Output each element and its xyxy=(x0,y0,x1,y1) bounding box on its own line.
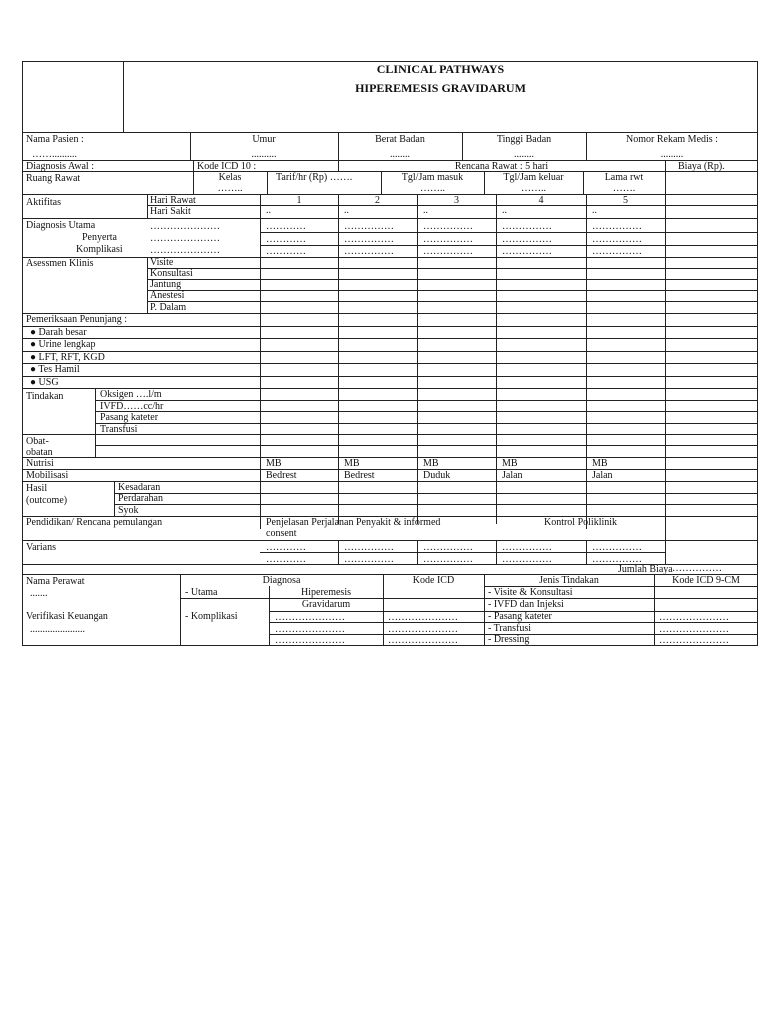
rekam-medis-field[interactable]: ......... xyxy=(660,149,684,160)
kode-icd10-label: Kode ICD 10 : xyxy=(197,161,257,172)
varians-cell[interactable]: …………… xyxy=(502,554,552,565)
nutrisi-value: MB xyxy=(423,458,439,469)
rule xyxy=(267,171,268,194)
verifikasi-field[interactable]: ...................... xyxy=(30,624,85,635)
penunjang-item-label: Tes Hamil xyxy=(38,364,80,375)
rule xyxy=(95,445,758,446)
footer-dots[interactable]: ………………… xyxy=(275,624,345,635)
tgl-masuk-label: Tgl/Jam masuk xyxy=(401,172,464,183)
biaya-label: Biaya (Rp). xyxy=(678,161,725,172)
tgl-keluar-label: Tgl/Jam keluar xyxy=(503,172,564,183)
rule xyxy=(496,540,497,564)
kode-icd9-header: Kode ICD 9-CM xyxy=(672,575,740,586)
rekam-medis-label: Nomor Rekam Medis : xyxy=(626,134,718,145)
rule xyxy=(22,132,758,133)
hari-sakit-mark[interactable]: .. xyxy=(266,205,271,216)
varians-cell[interactable]: …………… xyxy=(344,542,394,553)
day-2: 2 xyxy=(375,195,380,206)
rule xyxy=(496,194,497,524)
tarif-field[interactable]: Tarif/hr (Rp) ……. xyxy=(276,172,353,183)
diagnosis-dots[interactable]: ………………… xyxy=(150,233,220,244)
diag-cell[interactable]: …………… xyxy=(502,234,552,245)
diag-cell[interactable]: …………… xyxy=(592,221,642,232)
umur-label: Umur xyxy=(252,134,276,145)
diagnosis-awal-label: Diagnosis Awal : xyxy=(26,161,94,172)
hasil-item: Perdarahan xyxy=(118,493,163,504)
footer-dots[interactable]: ………………… xyxy=(388,624,458,635)
tindakan-item: IVFD……cc/hr xyxy=(100,401,164,412)
kelas-field[interactable]: …….. xyxy=(217,183,243,194)
utama-label: - Utama xyxy=(185,587,218,598)
lama-rawat-field[interactable]: ……. xyxy=(612,183,636,194)
rule xyxy=(338,540,339,564)
aktifitas-label: Aktifitas xyxy=(26,197,61,208)
varians-cell[interactable]: ………… xyxy=(266,542,306,553)
rule xyxy=(147,279,758,280)
penunjang-item: ● Darah besar xyxy=(30,327,87,338)
footer-dots[interactable]: ………………… xyxy=(659,624,729,635)
day-1: 1 xyxy=(296,195,302,206)
varians-cell[interactable]: …………… xyxy=(592,542,642,553)
pendidikan-label: Pendidikan/ Rencana pemulangan xyxy=(26,517,163,528)
rule xyxy=(147,301,758,302)
penunjang-item-label: LFT, RFT, KGD xyxy=(38,352,105,363)
diag-cell[interactable]: …………… xyxy=(502,221,552,232)
diag-cell[interactable]: …………… xyxy=(344,221,394,232)
tindakan-label: Tindakan xyxy=(26,391,64,402)
rule xyxy=(180,598,758,599)
rule xyxy=(114,504,758,505)
umur-field[interactable]: .......... xyxy=(251,149,277,160)
rule xyxy=(114,493,758,494)
obat-label: Obat- xyxy=(26,436,49,447)
verifikasi-label: Verifikasi Keuangan xyxy=(26,611,108,622)
varians-cell[interactable]: …………… xyxy=(344,554,394,565)
kelas-label: Kelas xyxy=(218,172,242,183)
diag-cell[interactable]: …………… xyxy=(423,234,473,245)
asesmen-item: Visite xyxy=(150,257,174,268)
tindakan-list-item: - Dressing xyxy=(488,634,530,645)
nama-pasien-field[interactable]: …….......... xyxy=(32,149,77,160)
rule xyxy=(586,540,587,564)
nutrisi-value: MB xyxy=(344,458,360,469)
footer-dots[interactable]: ………………… xyxy=(659,635,729,646)
asesmen-item: P. Dalam xyxy=(150,302,187,313)
hari-sakit-mark[interactable]: .. xyxy=(502,205,507,216)
rule xyxy=(22,469,758,470)
lama-rawat-label: Lama rwt xyxy=(604,172,644,183)
mobilisasi-value: Jalan xyxy=(502,470,523,481)
rule xyxy=(22,351,758,352)
hasil-item: Kesadaran xyxy=(118,482,161,493)
mobilisasi-value: Duduk xyxy=(423,470,451,481)
footer-dots[interactable]: ………………… xyxy=(275,612,345,623)
rule xyxy=(22,338,758,339)
rule xyxy=(260,232,758,233)
varians-cell[interactable]: …………… xyxy=(502,542,552,553)
rule xyxy=(22,257,758,258)
day-5: 5 xyxy=(623,195,628,206)
rule xyxy=(22,540,758,541)
asesmen-item: Jantung xyxy=(150,279,182,290)
asesmen-item: Konsultasi xyxy=(150,268,193,279)
tindakan-list-item: - Transfusi xyxy=(488,623,532,634)
penyerta-label: Penyerta xyxy=(82,232,117,243)
border-left xyxy=(22,61,23,646)
tindakan-item: Transfusi xyxy=(100,424,138,435)
diag-cell[interactable]: ………… xyxy=(266,246,306,257)
penunjang-item-label: USG xyxy=(38,377,59,388)
rule xyxy=(22,376,758,377)
penunjang-item: ● USG xyxy=(30,377,59,388)
diag-cell[interactable]: …………… xyxy=(502,246,552,257)
outcome-label: (outcome) xyxy=(26,495,68,506)
rule xyxy=(417,194,418,524)
penunjang-label: Pemeriksaan Penunjang : xyxy=(26,314,128,325)
komplikasi-label: - Komplikasi xyxy=(185,611,238,622)
rule xyxy=(147,257,148,313)
nutrisi-value: MB xyxy=(592,458,608,469)
rule xyxy=(586,194,587,529)
kontrol-poliklinik-label: Kontrol Poliklinik xyxy=(543,517,618,528)
berat-badan-field[interactable]: ........ xyxy=(390,149,410,160)
nama-pasien-label: Nama Pasien : xyxy=(26,134,84,145)
diag-cell[interactable]: ………… xyxy=(266,234,306,245)
diagnosis-utama-label: Diagnosis Utama xyxy=(26,220,96,231)
tgl-keluar-field[interactable]: …….. xyxy=(521,183,546,194)
rule xyxy=(22,363,758,364)
varians-label: Varians xyxy=(26,542,56,553)
penunjang-item: ● Tes Hamil xyxy=(30,364,80,375)
berat-badan-label: Berat Badan xyxy=(375,134,425,145)
tindakan-list-item: - IVFD dan Injeksi xyxy=(488,599,564,610)
diag-cell[interactable]: …………… xyxy=(592,246,642,257)
varians-cell[interactable]: …………… xyxy=(592,554,642,565)
diagnosis-dots[interactable]: ………………… xyxy=(150,221,220,232)
komplikasi-label: Komplikasi xyxy=(76,244,123,255)
jumlah-biaya-field[interactable]: …………… xyxy=(672,563,722,574)
rule xyxy=(665,171,666,194)
asesmen-item: Anestesi xyxy=(150,290,185,301)
kode-icd-header: Kode ICD xyxy=(412,575,455,586)
diagnosa-header: Diagnosa xyxy=(262,575,301,586)
nutrisi-label: Nutrisi xyxy=(26,458,54,469)
hari-sakit-mark[interactable]: .. xyxy=(344,205,349,216)
rule xyxy=(147,268,758,269)
tindakan-item: Pasang kateter xyxy=(100,412,159,423)
nutrisi-value: MB xyxy=(502,458,518,469)
diag-cell[interactable]: ………… xyxy=(266,221,306,232)
footer-dots[interactable]: ………………… xyxy=(388,635,458,646)
rule xyxy=(95,400,758,401)
rule xyxy=(95,423,758,424)
rule xyxy=(147,290,758,291)
asesmen-klinis-label: Asessmen Klinis xyxy=(26,258,94,269)
mobilisasi-value: Jalan xyxy=(592,470,613,481)
hari-sakit-label: Hari Sakit xyxy=(150,206,191,217)
rule xyxy=(147,194,148,218)
penunjang-item: ● Urine lengkap xyxy=(30,339,96,350)
hasil-label: Hasil xyxy=(26,483,48,494)
diag-cell[interactable]: …………… xyxy=(592,234,642,245)
tinggi-badan-field[interactable]: ........ xyxy=(514,149,534,160)
nama-perawat-label: Nama Perawat xyxy=(26,576,85,587)
diag-cell[interactable]: …………… xyxy=(344,246,394,257)
nutrisi-value: MB xyxy=(266,458,282,469)
rule xyxy=(338,194,339,524)
utama-value: Hiperemesis xyxy=(301,587,351,598)
penjelasan-label: Penjelasan Perjalanan Penyakit & informed xyxy=(266,517,441,528)
footer-dots[interactable]: ………………… xyxy=(275,635,345,646)
footer-dots[interactable]: ………………… xyxy=(388,612,458,623)
varians-cell[interactable]: …………… xyxy=(423,542,473,553)
form-subtitle: HIPEREMESIS GRAVIDARUM xyxy=(355,81,526,95)
rule xyxy=(22,457,758,458)
diagnosis-dots[interactable]: ………………… xyxy=(150,245,220,256)
hari-sakit-mark[interactable]: .. xyxy=(423,205,428,216)
hasil-item: Syok xyxy=(118,505,139,516)
tgl-masuk-field[interactable]: …….. xyxy=(420,183,445,194)
rule xyxy=(95,388,96,457)
tindakan-item: Oksigen ….l/m xyxy=(100,389,162,400)
rule xyxy=(114,481,115,516)
form-title: CLINICAL PATHWAYS xyxy=(376,62,505,76)
rule xyxy=(417,540,418,564)
obatan-label: obatan xyxy=(26,447,53,458)
diag-cell[interactable]: …………… xyxy=(423,221,473,232)
jenis-tindakan-header: Jenis Tindakan xyxy=(539,575,599,586)
penunjang-item: ● LFT, RFT, KGD xyxy=(30,352,105,363)
tindakan-list-item: - Pasang kateter xyxy=(488,611,552,622)
tinggi-badan-label: Tinggi Badan xyxy=(496,134,552,145)
ruang-rawat-label: Ruang Rawat xyxy=(26,173,81,184)
rule xyxy=(665,160,666,171)
tindakan-list-item: - Visite & Konsultasi xyxy=(488,587,573,598)
diag-cell[interactable]: …………… xyxy=(423,246,473,257)
diag-cell[interactable]: …………… xyxy=(344,234,394,245)
rule xyxy=(193,160,194,171)
nama-perawat-field[interactable]: ....... xyxy=(30,588,48,599)
mobilisasi-value: Bedrest xyxy=(344,470,375,481)
day-4: 4 xyxy=(538,195,544,206)
penunjang-item-label: Urine lengkap xyxy=(38,339,96,350)
varians-cell[interactable]: …………… xyxy=(423,554,473,565)
footer-dots[interactable]: ………………… xyxy=(659,612,729,623)
penunjang-item-label: Darah besar xyxy=(38,327,87,338)
rencana-rawat-label: Rencana Rawat : 5 hari xyxy=(454,161,549,172)
hari-sakit-mark[interactable]: .. xyxy=(592,205,597,216)
utama-value: Gravidarum xyxy=(301,599,351,610)
varians-cell[interactable]: ………… xyxy=(266,554,306,565)
rule xyxy=(22,218,758,219)
hari-rawat-label: Hari Rawat xyxy=(150,195,196,206)
jumlah-biaya-label: Jumlah Biaya xyxy=(618,564,673,575)
rule xyxy=(95,411,758,412)
clinical-pathway-form xyxy=(22,61,758,646)
day-3: 3 xyxy=(454,195,459,206)
rule xyxy=(22,313,758,314)
rule xyxy=(665,194,666,564)
mobilisasi-value: Bedrest xyxy=(266,470,297,481)
rule xyxy=(260,194,261,529)
rule xyxy=(22,326,758,327)
mobilisasi-label: Mobilisasi xyxy=(26,470,69,481)
consent-label: consent xyxy=(266,528,297,539)
